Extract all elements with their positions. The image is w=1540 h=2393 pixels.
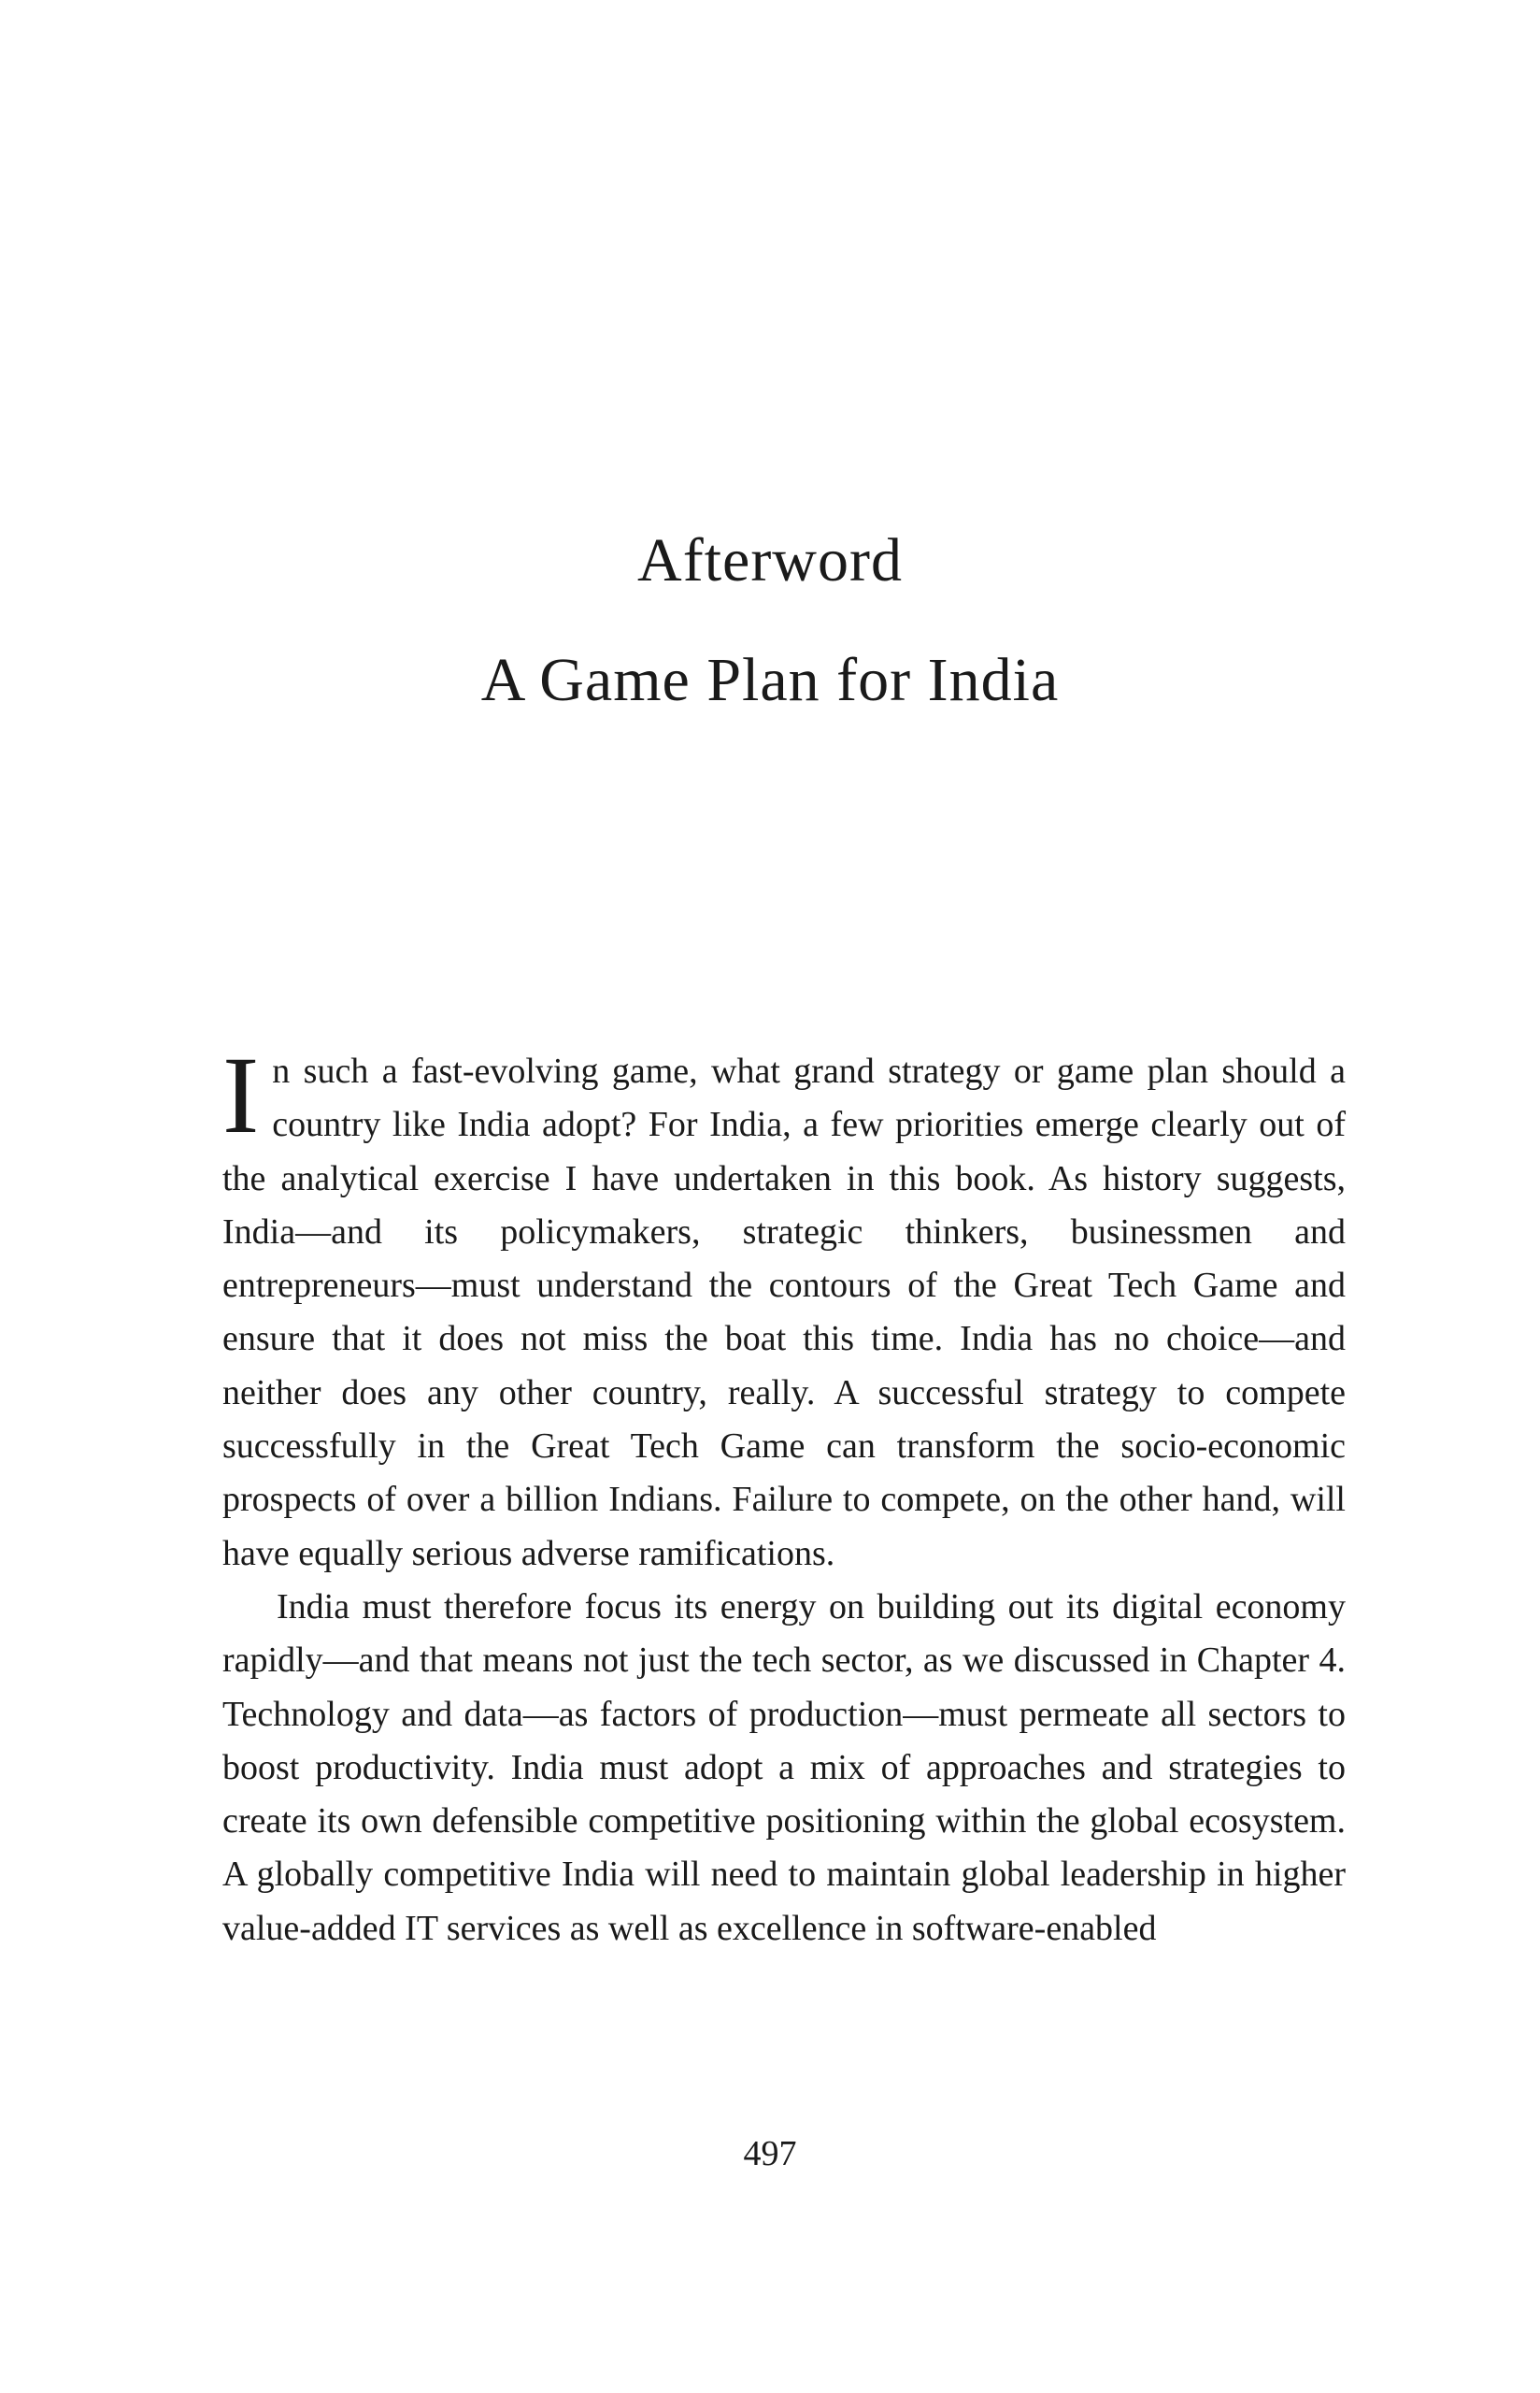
chapter-title: A Game Plan for India — [480, 646, 1060, 714]
paragraph-1-text: n such a fast-evolving game, what grand strategy or game plan should a country like India adopt? For India, a few priorities emerge clearly out of the analytical exercise I have undertaken in this book. As history suggests, India—and its policymakers, strategic thinkers, businessmen and entrepreneurs—must understand the contours of the Great Tech Game and ensure that it does not miss the boat this time. India has no choice—and neither does any other country, really. A successful strategy to compete successfully in the Great Tech Game can transform the socio-economic prospects of over a billion Indians. Failure to compete, on the other hand, will have equally serious adverse ramifications. — [222, 1052, 1346, 1573]
chapter-label: Afterword — [637, 526, 903, 595]
paragraph-2: India must therefore focus its energy on building out its digital economy rapidly—and that means not just the tech sector, as we discussed in Chapter 4. Technology and data—as factors of production—must permeate all sectors to boost productivity. India must adopt a mix of approaches and strategies to create its own defensible competitive positioning within the global ecosystem. A globally competitive India will need to maintain global leadership in higher value-added IT services as well as excellence in software-enabled — [222, 1586, 1346, 1948]
body-text — [222, 1034, 1346, 1956]
drop-cap: I — [222, 1034, 260, 1156]
paragraph-1 — [222, 1034, 1346, 1581]
page-number: 497 — [743, 2134, 797, 2173]
